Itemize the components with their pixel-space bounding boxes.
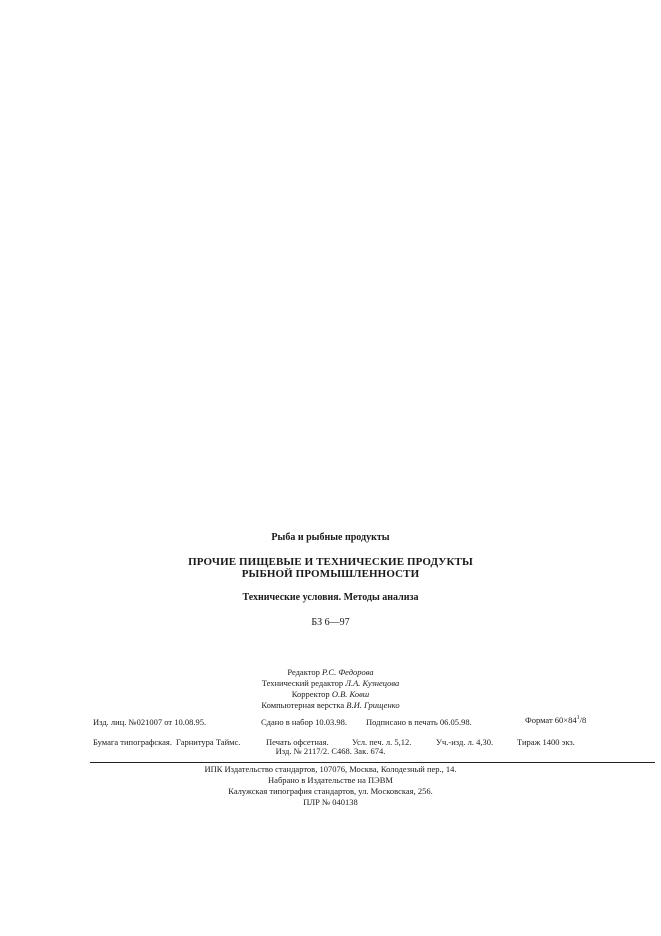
publisher-line-2: Набрано в Издательстве на ПЭВМ bbox=[268, 775, 393, 785]
credit-proofreader: Корректор О.В. Ковш bbox=[291, 689, 370, 699]
credit-tech-editor: Технический редактор Л.А. Кузнецова bbox=[261, 678, 400, 688]
imprint-order: Изд. № 2117/2. С468. Зак. 674. bbox=[275, 746, 386, 756]
title-line-1: ПРОЧИЕ ПИЩЕВЫЕ И ТЕХНИЧЕСКИЕ ПРОДУКТЫ bbox=[188, 556, 473, 568]
series-title: Рыба и рыбные продукты bbox=[271, 532, 390, 543]
imprint-signed: Подписано в печать 06.05.98. bbox=[366, 717, 472, 727]
imprint-acc-sheets: Уч.-изд. л. 4,30. bbox=[436, 737, 494, 747]
title-line-2: РЫБНОЙ ПРОМЫШЛЕННОСТИ bbox=[241, 568, 420, 580]
document-title bbox=[0, 556, 661, 580]
publisher-block bbox=[0, 764, 661, 808]
publisher-line-3: Калужская типография стандартов, ул. Московская, 256. bbox=[228, 786, 433, 796]
publisher-line-1: ИПК Издательство стандартов, 107076, Москва, Колодезный пер., 14. bbox=[204, 764, 457, 774]
publisher-line-4: ПЛР № 040138 bbox=[303, 797, 358, 807]
credits-block bbox=[0, 667, 661, 711]
imprint-license: Изд. лиц. №021007 от 10.08.95. bbox=[93, 717, 207, 727]
divider-rule bbox=[90, 762, 655, 763]
credit-editor: Редактор Р.С. Федорова bbox=[287, 667, 374, 677]
imprint-sent: Сдано в набор 10.03.98. bbox=[261, 717, 347, 727]
imprint-print: Печать офсетная. bbox=[266, 737, 329, 747]
imprint-sheets: Усл. печ. л. 5,12. bbox=[352, 737, 412, 747]
credit-layout: Компьютерная верстка В.И. Грищенко bbox=[261, 700, 400, 710]
imprint-paper: Бумага типографская. bbox=[93, 737, 172, 747]
document-code: БЗ 6—97 bbox=[311, 617, 350, 628]
imprint-typeface: Гарнитура Таймс. bbox=[176, 737, 241, 747]
imprint-run: Тираж 1400 экз. bbox=[517, 737, 575, 747]
imprint-format: Формат $60\times 84^1/8$ bbox=[525, 715, 587, 725]
document-subtitle: Технические условия. Методы анализа bbox=[242, 592, 419, 603]
